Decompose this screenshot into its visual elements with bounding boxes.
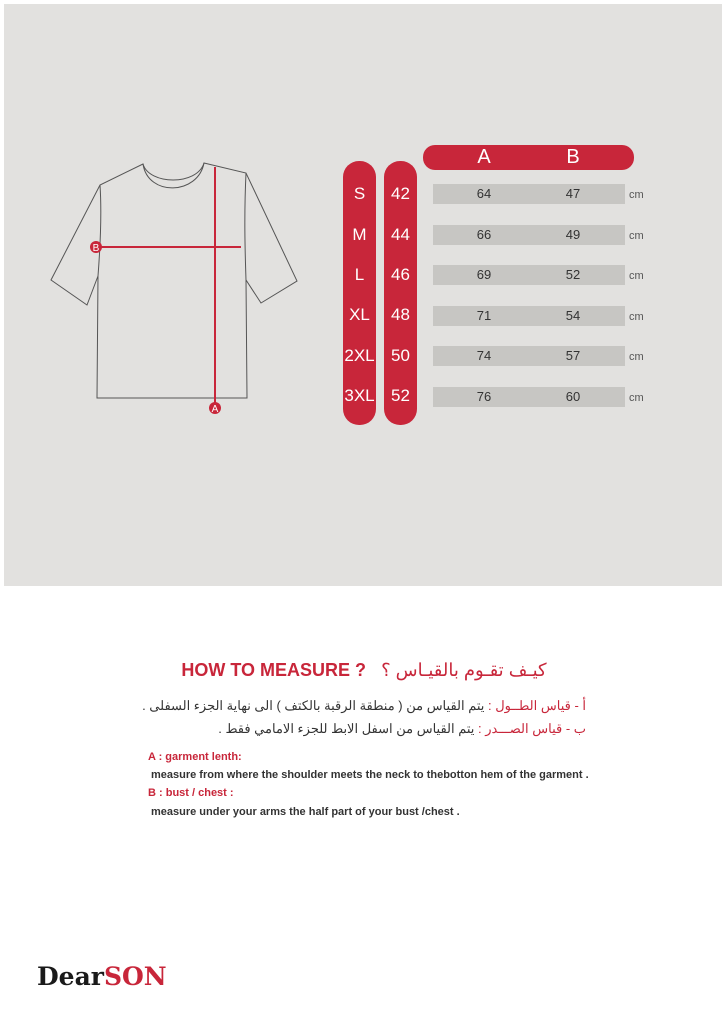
size-label: XL xyxy=(349,305,370,324)
unit-label: cm xyxy=(629,230,644,242)
unit-label: cm xyxy=(629,189,644,201)
brand-logo xyxy=(37,962,167,991)
tshirt-outline xyxy=(51,163,297,398)
value-b: 49 xyxy=(565,227,581,242)
value-a: 71 xyxy=(476,308,492,323)
guide-title-ar: كيـف تقـوم بالقيـاس ؟ xyxy=(381,660,547,680)
english-text-a: measure from where the shoulder meets the neck to thebotton hem of the garment . xyxy=(151,769,589,781)
english-label-b: B : bust / chest : xyxy=(148,787,234,799)
column-header-a: A xyxy=(477,146,491,168)
size-label: M xyxy=(352,225,367,244)
unit-label: cm xyxy=(629,270,644,282)
arabic-label-b: ب - قياس الصـــدر : xyxy=(478,721,586,736)
brand-logo-part1: Dear xyxy=(37,962,104,991)
unit-label: cm xyxy=(629,311,644,323)
value-a: 69 xyxy=(476,267,492,282)
table-header xyxy=(423,145,634,170)
marker-a-label: A xyxy=(211,404,219,415)
value-b: 57 xyxy=(565,348,581,363)
size-number: 50 xyxy=(391,346,410,365)
guide-title xyxy=(0,660,728,681)
table-row xyxy=(433,184,625,204)
marker-b-label: B xyxy=(92,243,100,254)
arabic-text-b: يتم القياس من اسفل الابط للجزء الامامي فقط . xyxy=(218,721,479,736)
table-row xyxy=(433,265,625,285)
size-number: 48 xyxy=(391,305,410,324)
value-b: 52 xyxy=(565,267,581,282)
value-b: 60 xyxy=(565,389,581,404)
size-column xyxy=(343,161,376,425)
size-label: 2XL xyxy=(344,346,375,365)
unit-label: cm xyxy=(629,351,644,363)
value-a: 74 xyxy=(476,348,492,363)
table-row xyxy=(433,387,625,407)
unit-label: cm xyxy=(629,392,644,404)
value-a: 64 xyxy=(476,186,492,201)
table-row xyxy=(433,306,625,326)
size-label: S xyxy=(353,184,366,203)
arabic-label-a: أ - قياس الطــول : xyxy=(488,698,586,713)
size-number-column xyxy=(384,161,417,425)
value-b: 47 xyxy=(565,186,581,201)
tshirt-collar xyxy=(143,163,204,180)
column-header-b: B xyxy=(566,146,580,168)
table-row xyxy=(433,346,625,366)
brand-logo-part2: SON xyxy=(103,962,167,991)
arabic-text-a: يتم القياس من ( منطقة الرقبة بالكتف ) الى نهاية الجزء السفلى . xyxy=(142,698,489,713)
size-label: L xyxy=(354,265,365,284)
arabic-instruction-b xyxy=(218,721,586,737)
size-number: 42 xyxy=(391,184,410,203)
size-number: 46 xyxy=(391,265,410,284)
size-number: 52 xyxy=(391,386,410,405)
value-a: 76 xyxy=(476,389,492,404)
arabic-instruction-a xyxy=(142,698,586,714)
english-label-a: A : garment lenth: xyxy=(148,751,242,763)
table-row xyxy=(433,225,625,245)
english-text-b: measure under your arms the half part of your bust /chest . xyxy=(151,806,460,818)
guide-title-en: HOW TO MEASURE ? xyxy=(181,660,367,680)
value-b: 54 xyxy=(565,308,581,323)
size-label: 3XL xyxy=(344,386,375,405)
value-a: 66 xyxy=(476,227,492,242)
tshirt-diagram xyxy=(40,155,310,425)
size-number: 44 xyxy=(391,225,410,244)
